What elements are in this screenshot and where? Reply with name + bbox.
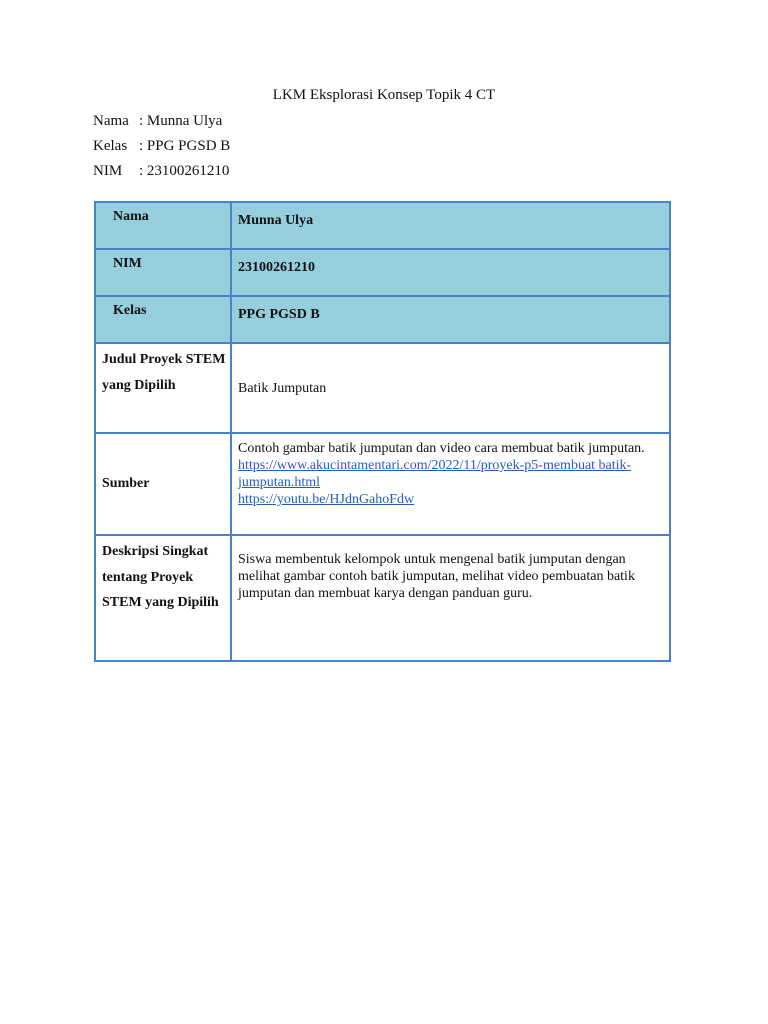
sumber-text: Contoh gambar batik jumputan dan video cara membuat batik jumputan. — [238, 441, 645, 456]
source-link-article[interactable]: https://www.akucintamentari.com/2022/11/proyek-p5-membuat batik-jumputan.html — [238, 458, 632, 490]
info-value: : PPG PGSD B — [139, 138, 231, 154]
row-label: Kelas — [95, 296, 231, 343]
table-row-judul — [95, 343, 670, 433]
row-value: Munna Ulya — [231, 202, 670, 249]
info-value: : Munna Ulya — [139, 113, 223, 129]
info-line-nim — [93, 162, 229, 180]
info-line-kelas — [93, 137, 230, 155]
row-label: Judul Proyek STEM yang Dipilih — [95, 343, 231, 433]
row-value: PPG PGSD B — [231, 296, 670, 343]
table-row-sumber — [95, 433, 670, 535]
row-value: Batik Jumputan — [231, 343, 670, 433]
row-label: Nama — [95, 202, 231, 249]
row-value-sumber — [231, 433, 670, 535]
info-line-nama — [93, 112, 222, 130]
source-link-video[interactable]: https://youtu.be/HJdnGahoFdw — [238, 492, 415, 507]
row-label: Sumber — [95, 433, 231, 535]
row-label: NIM — [95, 249, 231, 296]
page-title: LKM Eksplorasi Konsep Topik 4 CT — [272, 87, 496, 103]
info-label: Nama — [93, 113, 129, 129]
row-value: Siswa membentuk kelompok untuk mengenal batik jumputan dengan melihat gambar contoh batik jumputan, melihat video pembuatan batik jumputan dan membuat karya dengan panduan guru. — [231, 535, 670, 661]
info-value: : 23100261210 — [139, 163, 230, 179]
table-row-nim — [95, 249, 670, 296]
project-table — [94, 201, 671, 662]
table-row-deskripsi — [95, 535, 670, 661]
row-label: Deskripsi Singkat tentang Proyek STEM yang Dipilih — [95, 535, 231, 661]
info-label: NIM — [93, 163, 123, 179]
table-row-nama — [95, 202, 670, 249]
table-row-kelas — [95, 296, 670, 343]
info-label: Kelas — [93, 138, 128, 154]
row-value: 23100261210 — [231, 249, 670, 296]
